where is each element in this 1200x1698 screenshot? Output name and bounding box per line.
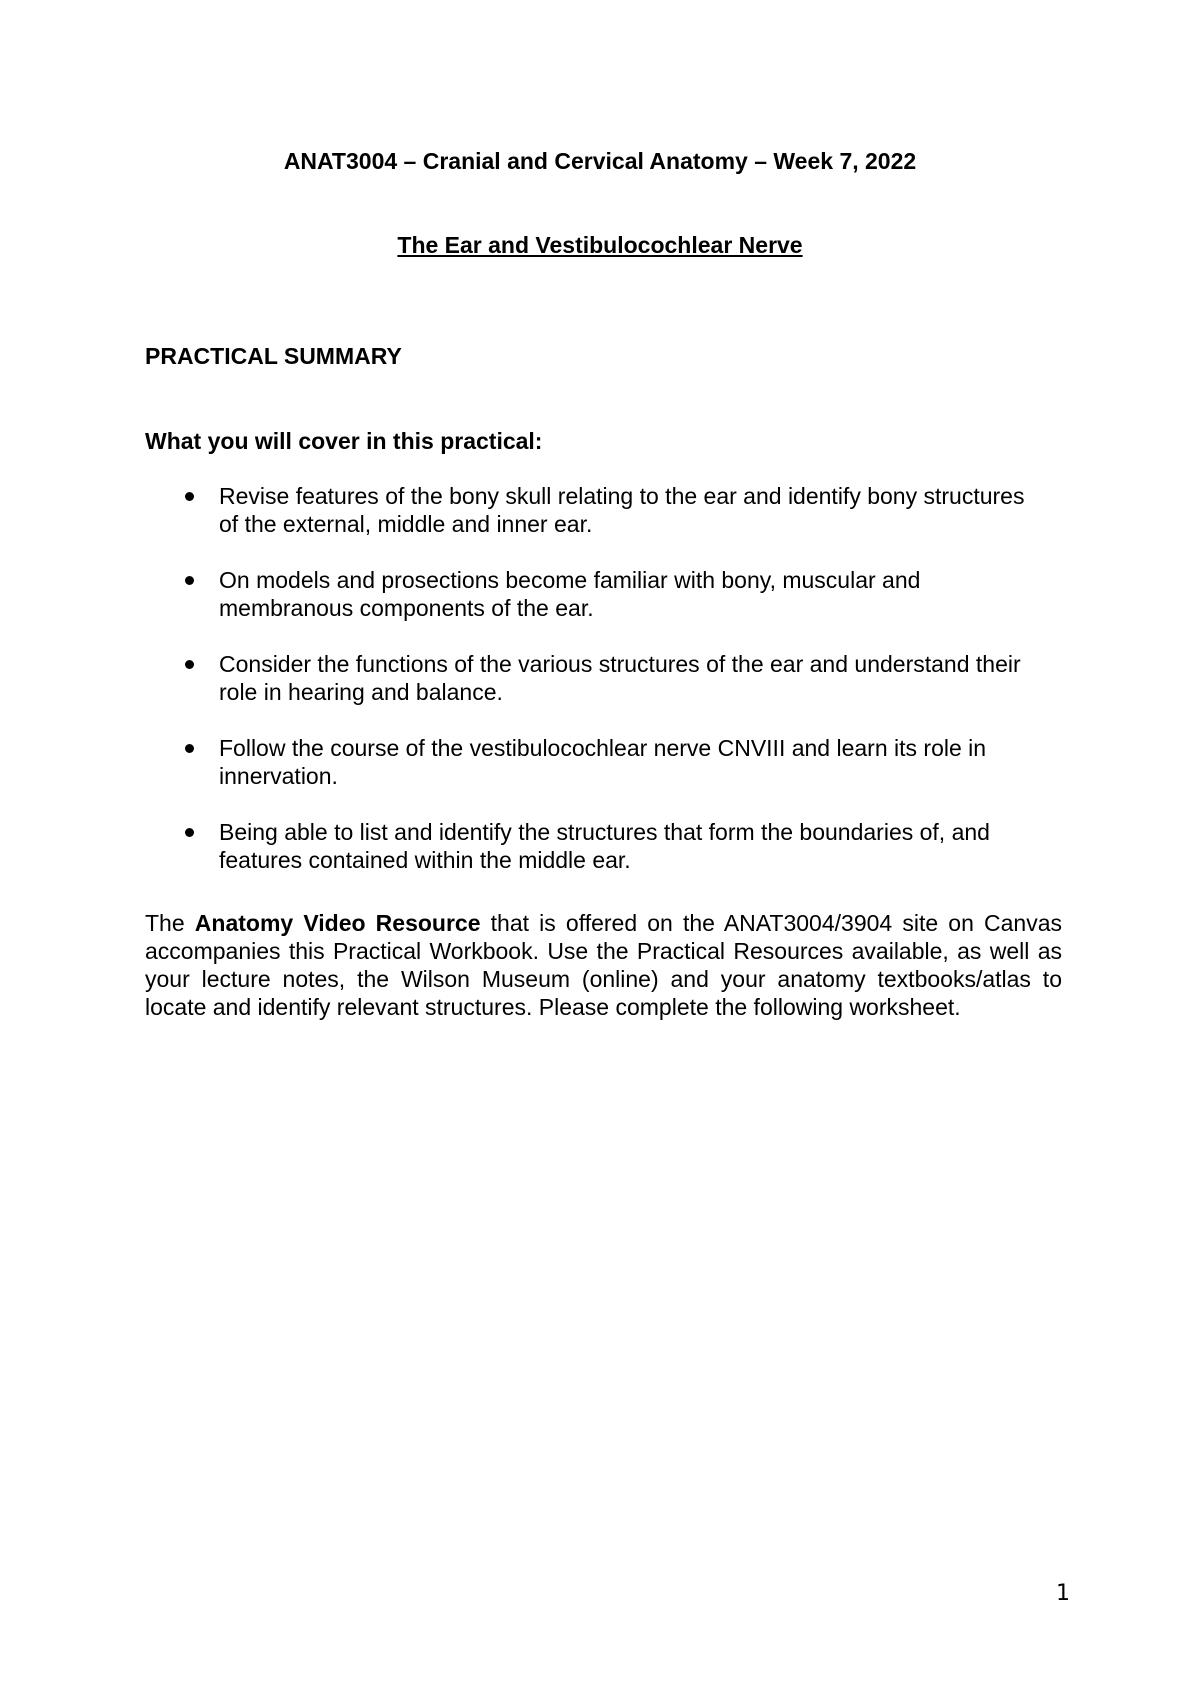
cover-heading: What you will cover in this practical: [145,428,543,454]
section-heading: PRACTICAL SUMMARY [145,343,402,369]
bullet-dot-icon [185,828,194,837]
bullet-dot-icon [185,660,194,669]
bullet-dot-icon [185,576,194,585]
document-subtitle: The Ear and Vestibulocochlear Nerve [397,232,803,258]
paragraph-rest: that is offered on the ANAT3004/3904 site on Canvas accompanies this Practical Workbook. Use the Practical Resources available, as well as your lecture notes, the Wilson Museum (online) and your anatomy textbooks/atlas to locate and identify relevant structures. Please complete the following worksheet. [145,910,1062,1020]
body-paragraph [145,909,1062,1021]
paragraph-bold-resource: Anatomy Video Resource [194,910,481,936]
bullet-list [0,482,1200,902]
bullet-text: On models and prosections become familiar with bony, muscular and membranous components of the ear. [219,567,921,621]
bullet-text: Revise features of the bony skull relating to the ear and identify bony structures of the external, middle and inner ear. [219,483,1025,537]
bullet-text: Follow the course of the vestibulocochlear nerve CNVIII and learn its role in innervation. [219,735,987,789]
bullet-dot-icon [185,492,194,501]
bullet-item [0,734,1200,790]
bullet-item [0,566,1200,622]
bullet-dot-icon [185,744,194,753]
bullet-text: Consider the functions of the various structures of the ear and understand their role in hearing and balance. [219,651,1021,705]
bullet-item [0,482,1200,538]
page-number: 1 [1056,1581,1070,1606]
header-title: ANAT3004 – Cranial and Cervical Anatomy – Week 7, 2022 [283,148,917,174]
bullet-item [0,650,1200,706]
bullet-item [0,818,1200,874]
paragraph-lead: The [145,910,195,936]
bullet-text: Being able to list and identify the structures that form the boundaries of, and features contained within the middle ear. [219,819,990,873]
